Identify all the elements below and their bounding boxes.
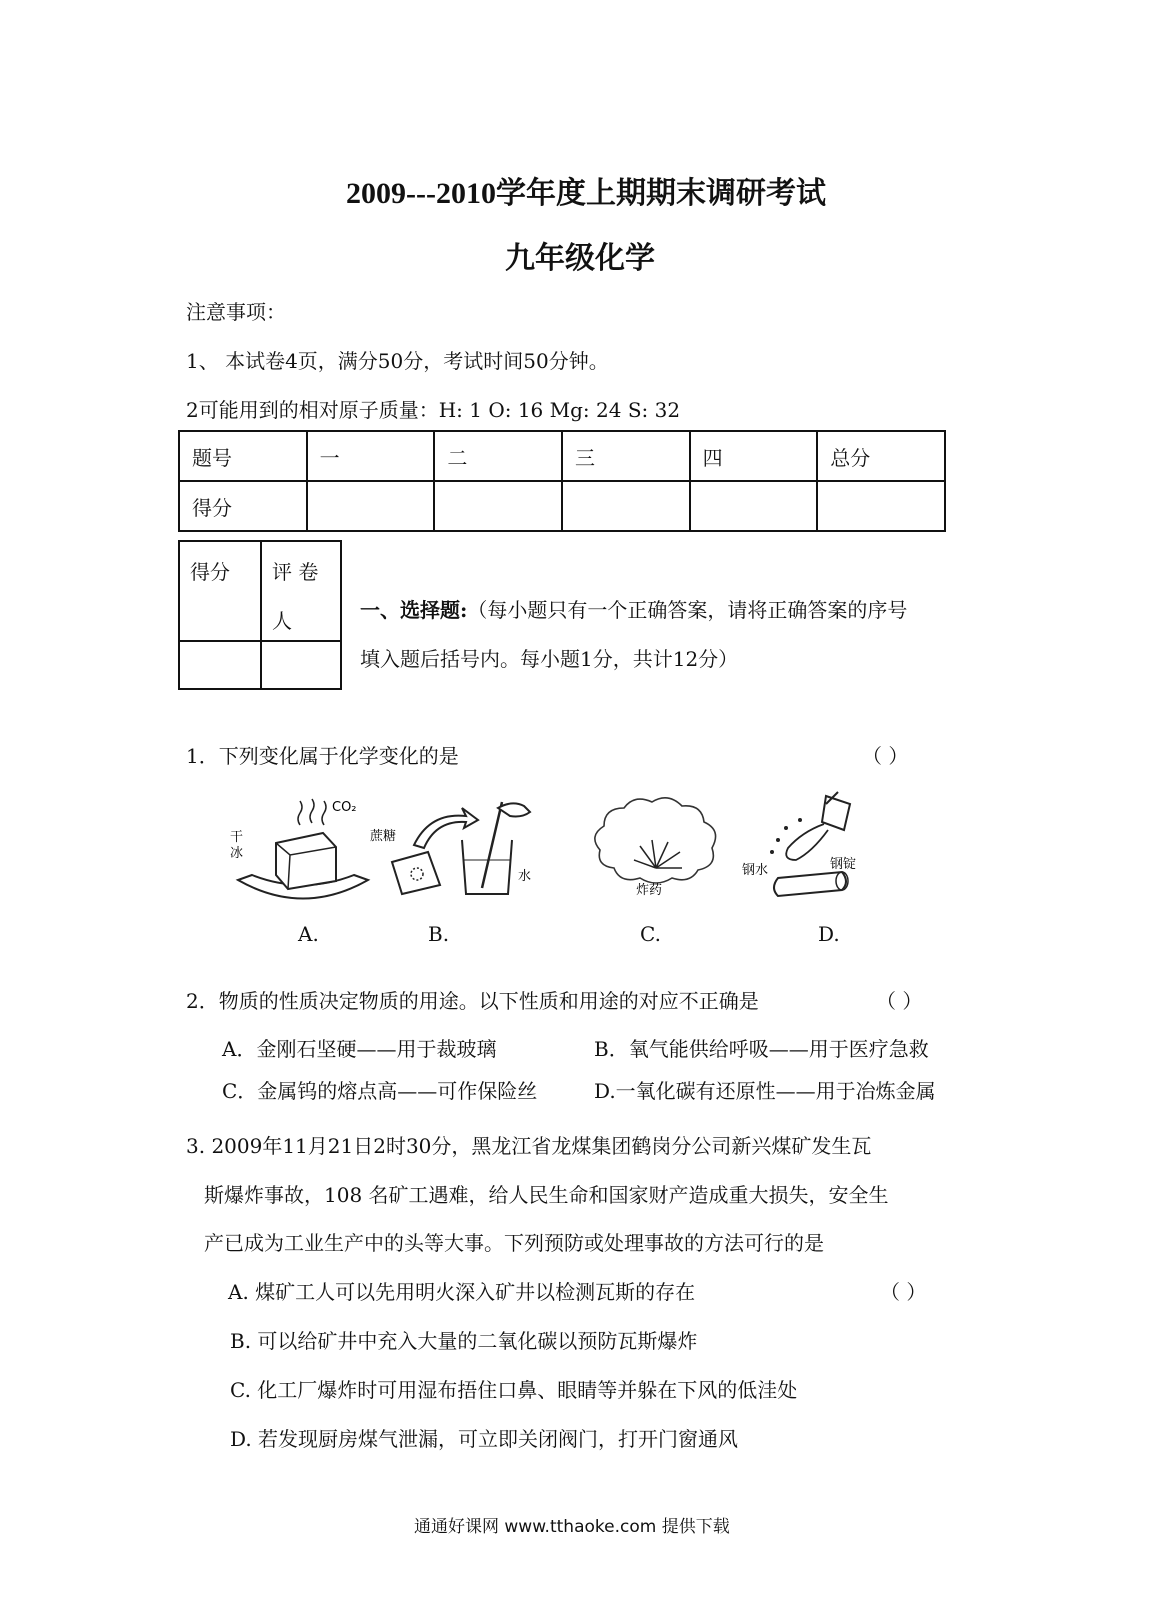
explosive-label: 炸药 — [636, 883, 663, 898]
q3-stem-line-1: 3. 2009年11月21日2时30分，黑龙江省龙煤集团鹤岗分公司新兴煤矿发生瓦 — [186, 1134, 872, 1158]
q1-option-c: C. — [640, 922, 661, 946]
score-table-header: 四 — [690, 431, 818, 481]
notes-heading: 注意事项： — [186, 300, 286, 324]
score-row-label: 得分 — [179, 481, 307, 531]
q2-option-b: B．氧气能供给呼吸——用于医疗急救 — [594, 1037, 929, 1061]
notes-item-2: 2可能用到的相对原子质量：H: 1 O: 16 Mg: 24 S: 32 — [186, 398, 681, 422]
q3-option-c: C. 化工厂爆炸时可用湿布捂住口鼻、眼睛等并躲在下风的低洼处 — [230, 1378, 798, 1402]
section1-instructions — [360, 594, 907, 623]
grader-divider-vertical — [260, 542, 262, 688]
section1-desc-2: 填入题后括号内。每小题1分，共计12分） — [360, 647, 739, 671]
explosive-picture — [580, 790, 730, 900]
score-table — [178, 430, 946, 532]
q1-option-a: A. — [298, 922, 319, 946]
water-label: 水 — [518, 869, 532, 884]
section1-heading: 一、选择题: — [360, 598, 468, 622]
score-table-header: 二 — [434, 431, 562, 481]
q3-stem-line-2: 斯爆炸事故，108 名矿工遇难，给人民生命和国家财产造成重大损失，安全生 — [204, 1183, 889, 1207]
q2-answer-paren: （ ） — [876, 989, 923, 1013]
page-subtitle: 九年级化学 — [505, 242, 655, 275]
dry-ice-label-1: 干 — [230, 830, 244, 845]
score-cell[interactable] — [562, 481, 690, 531]
q2-option-d: D.一氧化碳有还原性——用于冶炼金属 — [594, 1079, 936, 1103]
page-footer: 通通好课网 www.tthaoke.com 提供下载 — [414, 1517, 730, 1537]
score-cell[interactable] — [817, 481, 945, 531]
q1-answer-paren: （ ） — [862, 744, 909, 768]
grader-label-line-1: 评 卷 — [272, 560, 319, 584]
dry-ice-label-2: 冰 — [230, 846, 244, 861]
notes-item-1: 1、 本试卷4页，满分50分，考试时间50分钟。 — [186, 349, 609, 373]
q3-answer-paren: （ ） — [880, 1280, 927, 1304]
score-table-header: 三 — [562, 431, 690, 481]
molten-steel-label: 钢水 — [742, 863, 769, 878]
section1-desc-1: （每小题只有一个正确答案，请将正确答案的序号 — [467, 598, 908, 622]
grader-label-line-2: 人 — [272, 609, 292, 633]
q2-option-c: C．金属钨的熔点高——可作保险丝 — [222, 1079, 538, 1103]
q2-stem: 2．物质的性质决定物质的用途。以下性质和用途的对应不正确是 — [186, 989, 759, 1013]
co2-label: CO₂ — [332, 800, 357, 815]
sugar-dissolving-picture — [370, 790, 545, 900]
molten-steel-picture — [742, 790, 872, 905]
q1-stem: 1．下列变化属于化学变化的是 — [186, 744, 459, 768]
q3-option-d: D. 若发现厨房煤气泄漏，可立即关闭阀门，打开门窗通风 — [230, 1427, 739, 1451]
score-table-header: 总分 — [817, 431, 945, 481]
q1-option-d: D. — [818, 922, 840, 946]
score-table-header: 题号 — [179, 431, 307, 481]
score-cell[interactable] — [307, 481, 435, 531]
q1-option-b: B. — [428, 922, 450, 946]
dry-ice-picture — [228, 795, 378, 910]
sugar-label: 蔗糖 — [370, 829, 397, 844]
q3-option-a: A. 煤矿工人可以先用明火深入矿井以检测瓦斯的存在 — [228, 1280, 696, 1304]
score-cell[interactable] — [690, 481, 818, 531]
steel-ingot-label: 钢锭 — [830, 857, 857, 872]
q3-stem-line-3: 产已成为工业生产中的头等大事。下列预防或处理事故的方法可行的是 — [204, 1231, 824, 1255]
q3-option-b: B. 可以给矿井中充入大量的二氧化碳以预防瓦斯爆炸 — [230, 1329, 698, 1353]
q2-option-a: A．金刚石坚硬——用于裁玻璃 — [222, 1037, 497, 1061]
score-cell[interactable] — [434, 481, 562, 531]
grader-divider-horizontal — [180, 640, 340, 642]
page-title: 2009---2010学年度上期期末调研考试 — [346, 177, 826, 210]
score-table-header: 一 — [307, 431, 435, 481]
grader-score-label: 得分 — [190, 560, 230, 584]
